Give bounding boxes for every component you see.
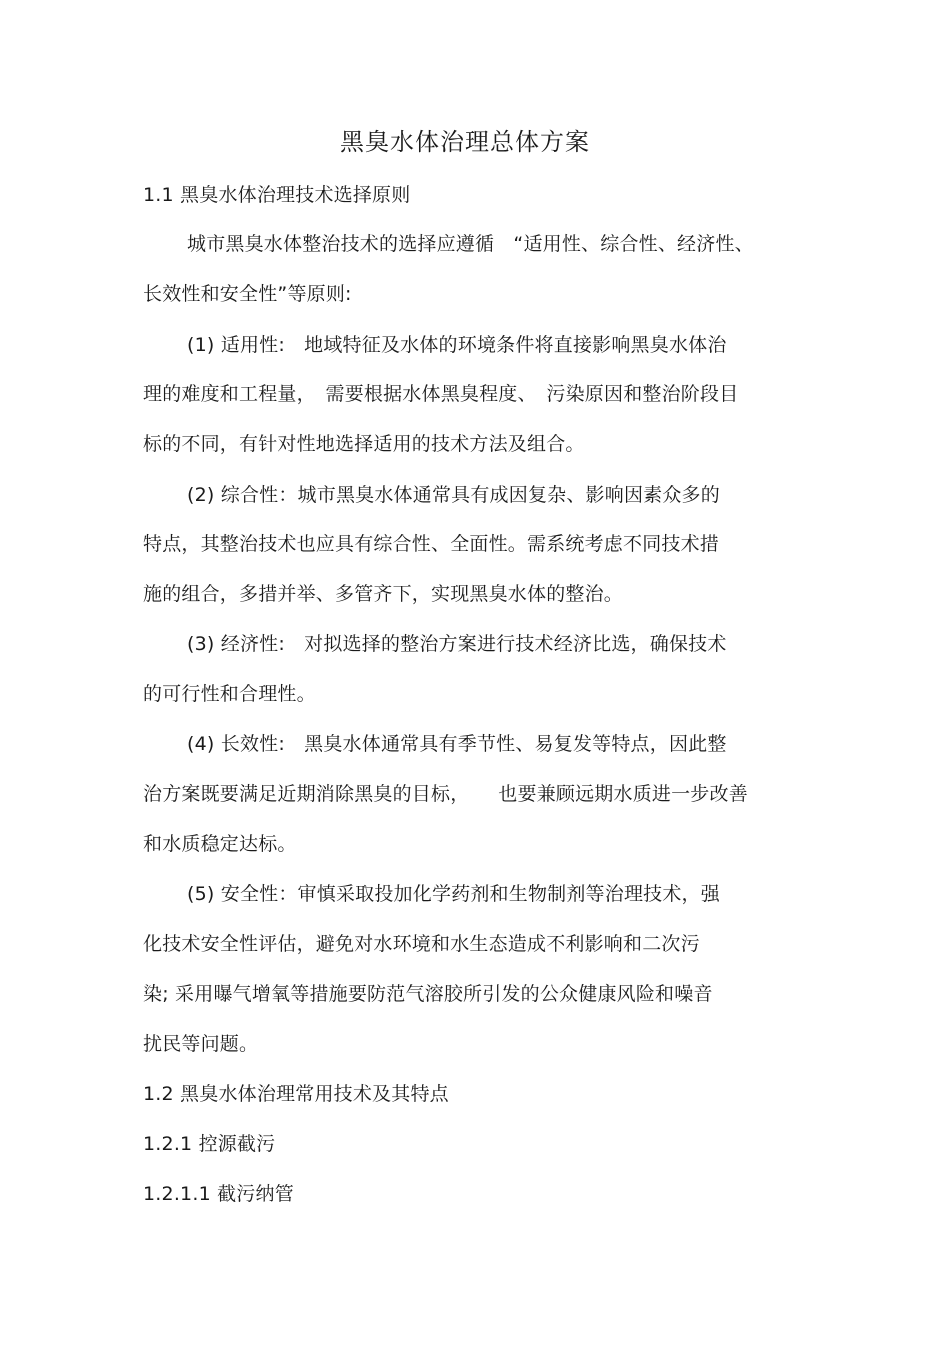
paragraph-line: 理的难度和工程量， 需要根据水体黑臭程度、 污染原因和整治阶段目 (143, 383, 739, 405)
paragraph-line: 染; 采用曝气增氧等措施要防范气溶胶所引发的公众健康风险和噪音 (143, 983, 713, 1005)
paragraph-line: 标的不同，有针对性地选择适用的技术方法及组合。 (143, 433, 585, 455)
paragraph-line: (1) 适用性: 地域特征及水体的环境条件将直接影响黑臭水体治 (187, 334, 727, 356)
paragraph-line: 和水质稳定达标。 (143, 833, 297, 855)
paragraph-line: 城市黑臭水体整治技术的选择应遵循 “适用性、综合性、经济性、 (187, 233, 754, 255)
paragraph-line: (3) 经济性: 对拟选择的整治方案进行技术经济比选，确保技术 (187, 633, 727, 655)
paragraph-line: 特点，其整治技术也应具有综合性、全面性。需系统考虑不同技术措 (143, 533, 720, 555)
paragraph-line: (2) 综合性：城市黑臭水体通常具有成因复杂、影响因素众多的 (187, 484, 720, 506)
paragraph-line: (5) 安全性：审慎采取投加化学药剂和生物制剂等治理技术，强 (187, 883, 720, 905)
paragraph-line: 扰民等问题。 (143, 1033, 259, 1055)
paragraph-line: 施的组合，多措并举、多管齐下，实现黑臭水体的整治。 (143, 583, 624, 605)
document-title: 黑臭水体治理总体方案 (340, 128, 590, 156)
section-heading-1-1: 1.1 黑臭水体治理技术选择原则 (143, 184, 411, 206)
paragraph-line: 的可行性和合理性。 (143, 683, 316, 705)
paragraph-line: (4) 长效性: 黑臭水体通常具有季节性、易复发等特点，因此整 (187, 733, 727, 755)
section-heading-1-2: 1.2 黑臭水体治理常用技术及其特点 (143, 1083, 449, 1105)
section-heading-1-2-1: 1.2.1 控源截污 (143, 1133, 276, 1155)
section-heading-1-2-1-1: 1.2.1.1 截污纳管 (143, 1183, 294, 1205)
paragraph-line: 化技术安全性评估，避免对水环境和水生态造成不利影响和二次污 (143, 933, 700, 955)
paragraph-line: 长效性和安全性”等原则: (143, 283, 352, 305)
paragraph-line: 治方案既要满足近期消除黑臭的目标， 也要兼顾远期水质进一步改善 (143, 783, 748, 805)
